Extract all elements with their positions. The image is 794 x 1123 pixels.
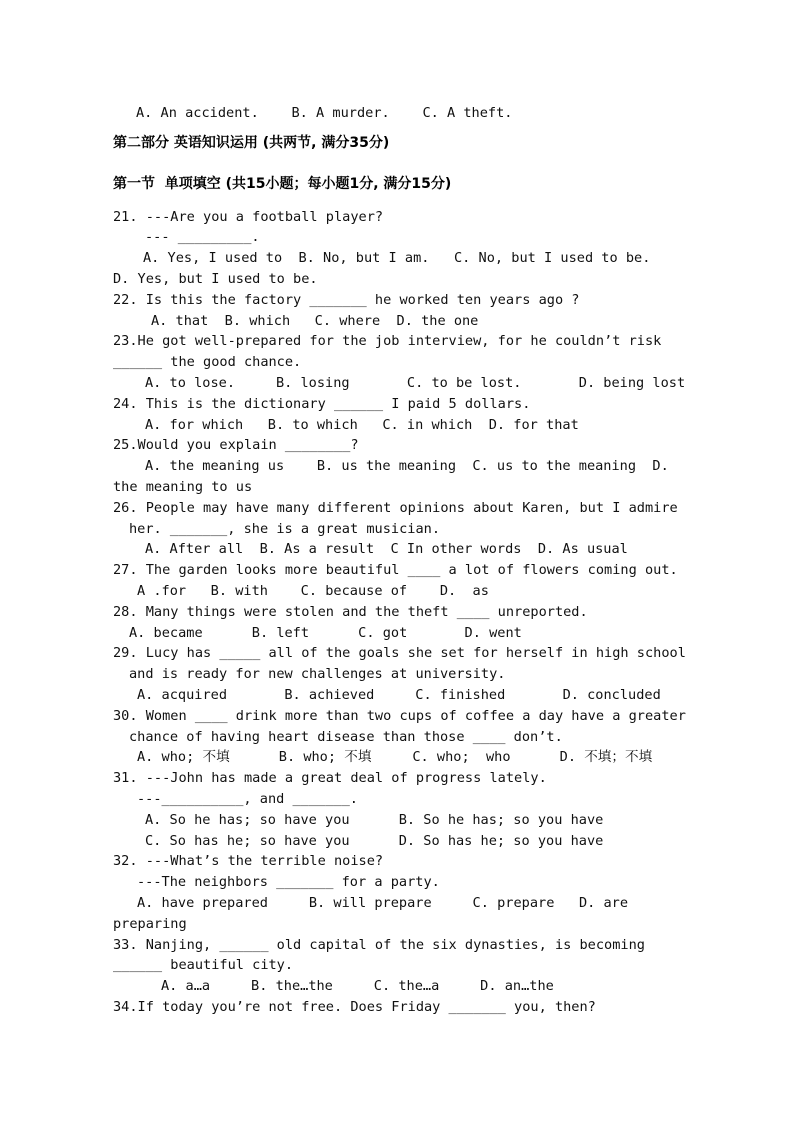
question-30: 30. Women ____ drink more than two cups of coffee a day have a greater bbox=[113, 708, 686, 724]
question-22-options: A. that B. which C. where D. the one bbox=[151, 313, 479, 329]
section-heading-single-choice: 第一节 单项填空 (共15小题；每小题1分, 满分15分) bbox=[113, 176, 452, 192]
question-33-cont: ______ beautiful city. bbox=[113, 957, 294, 973]
question-25-option-d: the meaning to us bbox=[113, 479, 253, 495]
question-26: 26. People may have many different opinions about Karen, but I admire bbox=[113, 500, 678, 516]
question-29-cont: and is ready for new challenges at university. bbox=[129, 666, 506, 682]
section-heading-part2: 第二部分 英语知识运用 (共两节, 满分35分) bbox=[113, 135, 390, 151]
question-31-options-ab: A. So he has; so have you B. So he has; so you have bbox=[145, 812, 604, 828]
question-25-options: A. the meaning us B. us the meaning C. us to the meaning D. bbox=[145, 458, 669, 474]
question-27: 27. The garden looks more beautiful ____ a lot of flowers coming out. bbox=[113, 562, 678, 578]
question-33-options: A. a…a B. the…the C. the…a D. an…the bbox=[161, 978, 554, 994]
question-24-options: A. for which B. to which C. in which D. for that bbox=[145, 417, 579, 433]
question-28-options: A. became B. left C. got D. went bbox=[129, 625, 522, 641]
question-30-cont: chance of having heart disease than those ____ don’t. bbox=[129, 729, 563, 745]
question-22: 22. Is this the factory _______ he worked ten years ago ? bbox=[113, 292, 580, 308]
question-28: 28. Many things were stolen and the theft ____ unreported. bbox=[113, 604, 588, 620]
question-26-options: A. After all B. As a result C In other words D. As usual bbox=[145, 541, 628, 557]
question-34: 34.If today you’re not free. Does Friday _______ you, then? bbox=[113, 999, 596, 1015]
question-33: 33. Nanjing, ______ old capital of the six dynasties, is becoming bbox=[113, 937, 645, 953]
question-27-options: A .for B. with C. because of D. as bbox=[137, 583, 489, 599]
option-line-q20: A. An accident. B. A murder. C. A theft. bbox=[136, 105, 513, 121]
question-25: 25.Would you explain ________? bbox=[113, 437, 359, 453]
question-31-options-cd: C. So has he; so have you D. So has he; so you have bbox=[145, 833, 604, 849]
question-30-options: A. who; 不填 B. who; 不填 C. who; who D. 不填；不填 bbox=[137, 749, 653, 765]
question-24: 24. This is the dictionary ______ I paid 5 dollars. bbox=[113, 396, 531, 412]
question-23-cont: ______ the good chance. bbox=[113, 354, 302, 370]
question-21-options: A. Yes, I used to B. No, but I am. C. No, but I used to be. bbox=[143, 250, 651, 266]
question-23: 23.He got well-prepared for the job interview, for he couldn’t risk bbox=[113, 333, 662, 349]
question-32-option-d: preparing bbox=[113, 916, 187, 932]
question-21-option-d: D. Yes, but I used to be. bbox=[113, 271, 318, 287]
question-31: 31. ---John has made a great deal of progress lately. bbox=[113, 770, 547, 786]
question-23-options: A. to lose. B. losing C. to be lost. D. being lost bbox=[145, 375, 686, 391]
question-26-cont: her. _______, she is a great musician. bbox=[129, 521, 440, 537]
question-31-reply: ---__________, and _______. bbox=[137, 791, 358, 807]
question-32-options: A. have prepared B. will prepare C. prepare D. are bbox=[137, 895, 629, 911]
question-29-options: A. acquired B. achieved C. finished D. concluded bbox=[137, 687, 661, 703]
question-21: 21. ---Are you a football player? bbox=[113, 209, 384, 225]
question-32-reply: ---The neighbors _______ for a party. bbox=[137, 874, 440, 890]
question-32: 32. ---What’s the terrible noise? bbox=[113, 853, 384, 869]
question-21-reply: --- _________. bbox=[145, 229, 260, 245]
question-29: 29. Lucy has _____ all of the goals she set for herself in high school bbox=[113, 645, 686, 661]
